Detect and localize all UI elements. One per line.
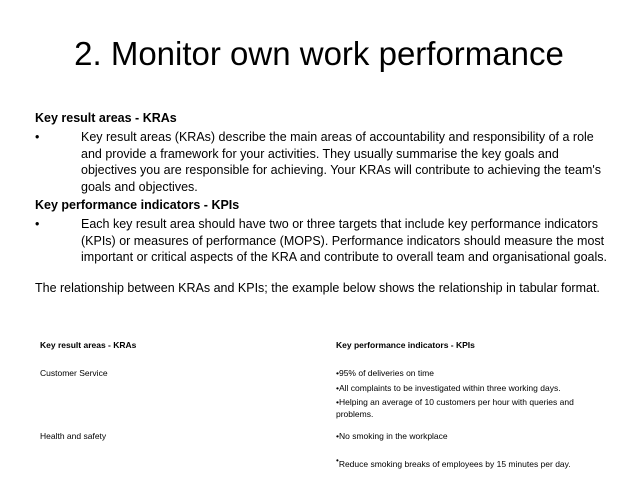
kpi-bullet-item (35, 216, 610, 266)
kra-bullet-item (35, 129, 610, 196)
table-cell-kra: Customer Service (40, 368, 108, 378)
table-cell-kpis (336, 368, 600, 423)
kpi-item: •Helping an average of 10 customers per hour with queries and problems. (336, 397, 574, 419)
kpi-item: •No smoking in the workplace (336, 431, 448, 441)
slide-title: 2. Monitor own work performance (74, 35, 564, 72)
kpi-item (336, 455, 600, 471)
table-cell-kra: Health and safety (40, 431, 107, 441)
kpi-item: •All complaints to be investigated within three working days. (336, 382, 561, 393)
table-intro-text: The relationship between KRAs and KPIs; the example below shows the relationship in tabular format. (35, 281, 600, 296)
kra-description: Key result areas (KRAs) describe the main areas of accountability and responsibility of a role and provide a framework for your activities. They usually summarise the key goals and objectives you are responsible for achieving. Your KRAs will contribute to achieving the team's goals and objectives. (81, 129, 602, 195)
table-row (40, 368, 600, 423)
kpi-description: Each key result area should have two or three targets that include key performance indicators (KPIs) or measures of performance (MOPS). Performance indicators should measure the most important or critical aspects of the KRA and contribute to overall team and organisational goals. (81, 216, 607, 265)
table-header-kra: Key result areas - KRAs (40, 340, 137, 350)
bullet-marker: • (35, 129, 40, 144)
kpi-item-text: Reduce smoking breaks of employees by 15 minutes per day. (338, 458, 571, 469)
kpi-heading: Key performance indicators - KPIs (35, 197, 240, 212)
slide-body (35, 110, 610, 297)
table-row (40, 423, 600, 470)
bullet-marker: • (35, 216, 40, 231)
table-header-kpi: Key performance indicators - KPIs (336, 340, 475, 350)
table-cell-kpis (336, 423, 600, 470)
table-header-row (40, 338, 600, 368)
kpi-item: •95% of deliveries on time (336, 368, 434, 378)
kpi-bullet-dot: • (336, 455, 339, 465)
kra-heading: Key result areas - KRAs (35, 111, 177, 125)
kra-kpi-table (40, 338, 600, 470)
